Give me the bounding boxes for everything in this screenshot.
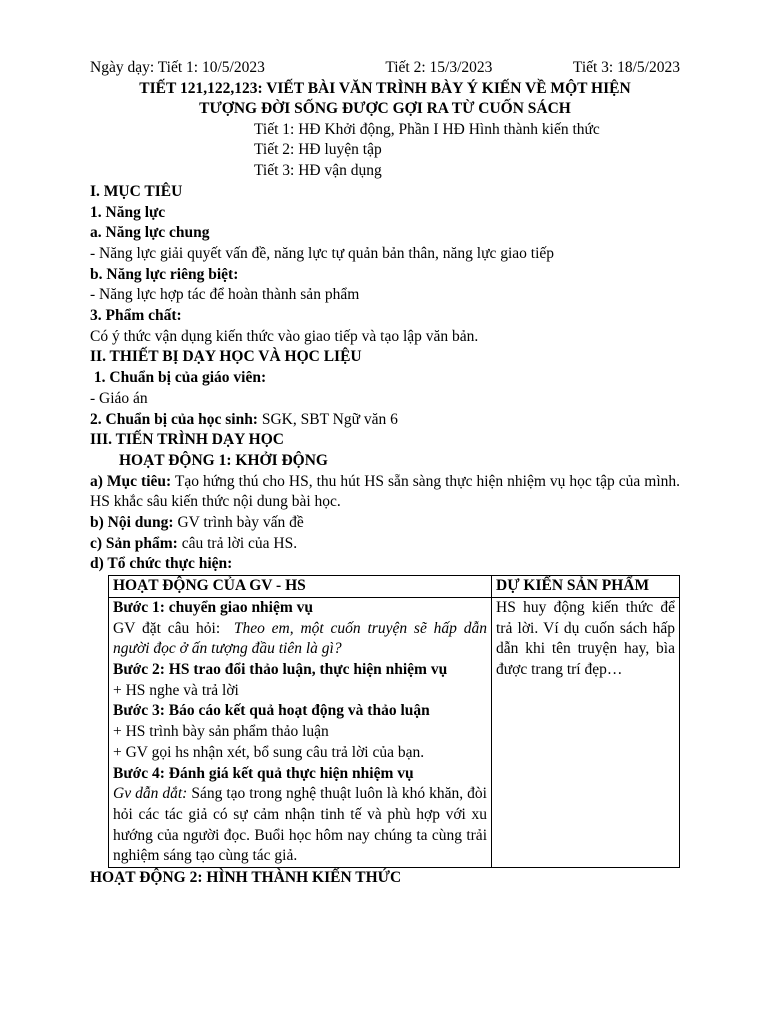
section-heading-process: III. TIẾN TRÌNH DẠY HỌC [90,431,284,449]
lesson-title [90,79,680,120]
expected-product-cell: HS huy động kiến thức để trả lời. Ví dụ cuốn sách hấp dẫn khi tên truyện hay, bìa được trang trí đẹp… [492,597,680,867]
date-lesson-2: Tiết 2: 15/3/2023 [385,59,493,76]
lesson-title-line-2: TƯỢNG ĐỜI SỐNG ĐƯỢC GỢI RA TỪ CUỐN SÁCH [199,100,571,118]
student-prep [90,410,680,431]
product-paragraph [90,534,680,555]
specific-competence-text: - Năng lực hợp tác để hoàn thành sản phẩm [90,286,360,304]
qualities-text: Có ý thức vận dụng kiến thức vào giao tiếp và tạo lập văn bản. [90,327,479,345]
objective-paragraph [90,472,680,513]
step-4-lead: Gv dẫn dắt: [113,785,188,803]
teacher-prep-text: - Giáo án [90,389,148,407]
document-page [90,58,680,889]
table-header-row [109,576,680,598]
step-2-heading: Bước 2: HS trao đổi thảo luận, thực hiện nhiệm vụ [113,660,448,678]
lesson-line: Tiết 3: HĐ vận dụng [254,162,382,180]
date-lesson-3: Tiết 3: 18/5/2023 [572,59,680,76]
student-prep-text: SGK, SBT Ngữ văn 6 [257,410,398,428]
product-label: c) Sản phẩm: [90,534,178,552]
lesson-line: Tiết 1: HĐ Khởi động, Phần I HĐ Hình thành kiến thức [254,120,600,138]
activity-table [108,575,680,868]
step-2-text: + HS nghe và trả lời [113,681,239,699]
product-text: câu trả lời của HS. [177,534,298,552]
activity-2-heading: HOẠT ĐỘNG 2: HÌNH THÀNH KIẾN THỨC [90,869,402,887]
step-4-heading: Bước 4: Đánh giá kết quả thực hiện nhiệm vụ [113,764,414,782]
step-3-heading: Bước 3: Báo cáo kết quả hoạt động và thảo luận [113,702,430,720]
subheading-general-competence: a. Năng lực chung [90,224,210,242]
subheading-competence: 1. Năng lực [90,203,166,221]
lesson-line: Tiết 2: HĐ luyện tập [254,141,382,159]
subheading-specific-competence: b. Năng lực riêng biệt: [90,265,239,283]
organization-label: d) Tổ chức thực hiện: [90,555,233,573]
step-3-text-2: + GV gọi hs nhận xét, bổ sung câu trả lời của bạn. [113,743,425,761]
subheading-teacher-prep: 1. Chuẩn bị của giáo viên: [90,369,267,387]
table-header-activities: HOẠT ĐỘNG CỦA GV - HS [109,576,492,598]
section-heading-objectives: I. MỤC TIÊU [90,182,183,200]
step-1-heading: Bước 1: chuyển giao nhiệm vụ [113,598,314,616]
table-row [109,597,680,867]
step-4-text [113,784,487,867]
step-4-body: Sáng tạo trong nghệ thuật luôn là khó khăn, đòi hỏi các tác giả có sự cảm nhận tinh tế và phù hợp với xu hướng của người đọc. Buổi học hôm nay chúng ta cùng trải nghiệm sáng tạo cùng tác giả. [113,785,487,865]
section-heading-materials: II. THIẾT BỊ DẠY HỌC VÀ HỌC LIỆU [90,348,362,366]
table-header-products: DỰ KIẾN SẢN PHẨM [492,576,680,598]
content-label: b) Nội dung: [90,514,174,532]
student-prep-label: 2. Chuẩn bị của học sinh: [90,410,258,428]
step-1-lead: GV đặt câu hỏi: [113,619,234,637]
subheading-qualities: 3. Phẩm chất: [90,307,182,325]
activities-cell [109,597,492,867]
step-3-text-1: + HS trình bày sản phẩm thảo luận [113,723,329,741]
content-text: GV trình bày vấn đề [173,514,304,532]
general-competence-text: - Năng lực giải quyết vấn đề, năng lực tự quản bản thân, năng lực giao tiếp [90,244,555,262]
step-1-text [113,619,487,660]
date-lesson-1: Ngày dạy: Tiết 1: 10/5/2023 [90,59,265,76]
teaching-dates [90,58,680,79]
step-1-question: Theo em, một cuốn truyện sẽ hấp dẫn người đọc ở ấn tượng đầu tiên là gì? [113,619,487,658]
objective-label: a) Mục tiêu: [90,472,172,490]
lesson-breakdown [90,120,680,182]
content-paragraph [90,513,680,534]
lesson-title-line-1: TIẾT 121,122,123: VIẾT BÀI VĂN TRÌNH BÀY Ý KIẾN VỀ MỘT HIỆN [139,79,631,97]
objective-text: Tạo hứng thú cho HS, thu hút HS sẵn sàng thực hiện nhiệm vụ học tập của mình. HS khắc sâu kiến thức nội dung bài học. [90,472,680,511]
activity-1-heading: HOẠT ĐỘNG 1: KHỞI ĐỘNG [119,451,328,469]
